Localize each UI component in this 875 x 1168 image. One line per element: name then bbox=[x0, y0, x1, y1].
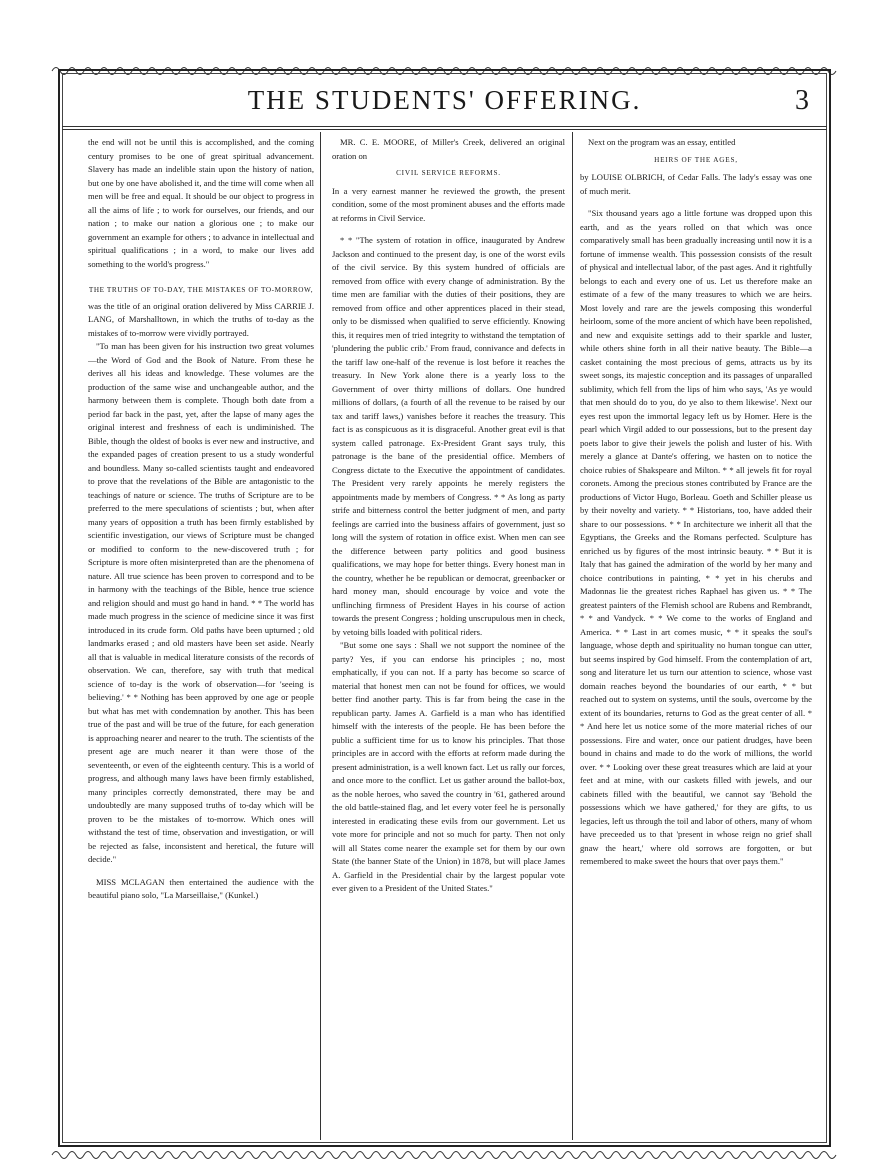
paragraph: * * "The system of rotation in office, inaugurated by Andrew Jackson and continued to the present day, is one of the worst evils of the civil service. By this system hundred of officials are removed from office with every change of administration. By the time men are familiar with the duties of their positions, they are removed from office and other apprentices placed in their stead, only to be dismissed when qualified to serve efficiently. Knowing this, it requires men of tried integrity to withstand the temptation of 'plundering the public crib.' From fraud, connivance and defects in the tariff law one-half of the revenue is lost before it reaches the treasury. In New York alone there is a yearly loss to the Government of over thirty millions of dollars. One hundred millions of dollars, (a fourth of all the revenue to be raised by our tax and tariff laws,) vanishes before it reaches the treasury. This fact is as conspicuous as it is disgraceful. Another great evil is that system called patronage. Ex-President Grant says truly, this patronage is the bane of the presidential office. Members of Congress dictate to the Executive the appointment of candidates. The President very rarely appoints he merely registers the appointments made by members of Congress. * * As long as party strife and bitterness control the better judgment of men, and party feelings are carried into the business affairs of government, just so long will the system of rotation in office exist. When men can see the difference between party politics and good business qualifications, we may hope for better things. Every honest man in the country, whether he be republican or democrat, greenbacker or hard money man, should encourage by voice and vote the unflinching firmness of President Hayes in his course of action towards the present Congress ; holding unscrupulous men in check, by vetoing bills loaded with political riders. bbox=[332, 235, 565, 637]
paragraph: MISS MCLAGAN then entertained the audience with the beautiful piano solo, "La Marseillaise," (Kunkel.) bbox=[88, 876, 314, 900]
column-divider-1 bbox=[320, 132, 321, 1140]
author-name: LOUISE OLBRICH bbox=[591, 172, 663, 182]
paragraph: Next on the program was an essay, entitled bbox=[588, 137, 736, 147]
paragraph: MR. C. E. MOORE, of Miller's Creek, delivered an original oration on bbox=[332, 137, 565, 161]
paragraph: In a very earnest manner he reviewed the growth, the present condition, some of the most prominent abuses and the efforts made at reforms in Civil Service. bbox=[332, 185, 565, 223]
paragraph: was the title of an original oration delivered by Miss CARRIE J. LANG, of Marshalltown, in which the truths of to-day as the mistakes of to-morrow were vividly portrayed. bbox=[88, 300, 314, 338]
paragraph: "To man has been given for his instruction two great volumes—the Word of God and the Book of Nature. From these he derives all his ideas and knowledge. These volumes are the production of the same wise and unchangeable author, and the harmony between them is complete. Though both date from a period far back in the past, yet, after the lapse of many ages the original interest and freshness of each is undiminished. The Bible, though the oldest of books is ever new and instructive, and the expanded pages of creation present to us a study wonderful and boundless. Many so-called scientists taught and endeavored to prove that the revelations of the Bible are antagonistic to the teachings of nature or science. The truths of Scripture are to be preferred to the mere speculations of scientists ; but, when after many years of opposition a truth has been firmly established by scientific investigation, our views of Scripture must be changed or modified to conform to the new-discovered truth ; for Scripture is more often misinterpreted than are the phenomena of nature. All true science has been proven to correspond and to be in harmony with the teachings of the Bible, hence true science and religion should and must go hand in hand. * * The world has made much progress in the science of medicine since it was first introduced in its crude form. Old paths have been upturned ; old landmarks erased ; and old masters have been set aside. Nearly all that is valuable in medical literature consists of the records of observation. We can, therefore, say with truth that medical science of to-day is the work of observation—for 'seeing is believing.' * * Nothing has been approved by one age or people but what has met with condemnation by another. This has been true of the past and will be true of the future, for each generation is approaching nearer and nearer to the truth. The scientists of the present age are much nearer it than were those of the seventeenth, or even of the eighteenth century. This is a world of progress, and although many laws have been firmly established, many principles correctly demonstrated, there may be and undoubtedly are many supposed truths of to-day which will be proven to be the mistakes of to-morrow. Which ones will withstand the test of time, observation and investigation, or will be rejected as false, inconsistent and heretical, the future will decide." bbox=[88, 341, 314, 864]
header-rule-double bbox=[62, 129, 827, 130]
performer-name: MISS MCLAGAN bbox=[96, 876, 165, 887]
page-header bbox=[62, 82, 827, 126]
author-name: CARRIE J. LANG bbox=[88, 300, 314, 324]
author-name: MR. C. E. MOORE bbox=[340, 137, 415, 147]
paragraph: "Six thousand years ago a little fortune was dropped upon this earth, and as the years rolled on that which was once comparatively small has been gradually increasing until now it is a fortune of immense wealth. This possession consists of the result of physical and intellectual labor, of the past ages. And it rightfully belongs to each and every one of us. Let us therefore make an estimate of a few of the many treasures to which we are heirs. Most lovely and rare are the jewels composing this wonderful heirloom, some of the more ancient of which have been repolished, and new and exquisite settings add to their sparkle and luster, while others shine forth in all their native beauty. The Bible—a casket containing the most precious of gems, attracts us by its sweet songs, its majestic conception and its passages of unparalled sublimity, which fell from the lips of him who says, 'As ye would that men should do to you, do ye also to them likewise'. Next our eyes rest upon the immortal legacy left us by Homer. Here is the pearl which Virgil added to our possessions, but to the present day poets labor to give their jewels the polish and luster of his. With merely a glance at Dante's offering, we hasten on to notice the choice rubies of Shakspeare and Milton. * * all jewels fit for royal coronets. Among the precious stones contributed by France are the productions of Victor Hugo, Borleau. Goeth and Schiller please us by their novelty and variety. * * Historians, too, have added their share to our possessions. * * In architecture we inherit all that the Egyptians, the Greeks and the Romans perfected. Sculpture has enriched us by figures of the most intrinsic beauty. * * But it is Italy that has gained the admiration of the world by her many and choice contributions in painting, * * yet in his cherubs and Madonnas lie the greatest riches Raphael has given us. * * The greatest painters of the Flemish school are Rubens and Rembrandt, * * and Vandyck. * * We come to the works of England and America. * * Last in art comes music, * * it speaks the soul's language, whose depth and spirituality no human tongue can utter, but seems inspired by God himself. From the contemplation of art, song and literature let us turn our attention to science, whose vast domain reaches beyond the boundaries of our earth, * * but reached out to system on systems, until the souls, overcome by the extent of its boundaries, returns to God as the great center of all. * * And here let us notice some of the more material riches of our possessions. Fire and water, once our patient drudges, have been bound in chains and made to do the work of millions, the world over. * * Looking over these great treasures which are laid at your feet and at mine, with our caskets filled with jewels, and our cabinets filled with the beautiful, we cannot say 'Behold the possessions which we have gathered,' for they are gifts, to us legacies, left us through the toil and labor of others, many of whom have preceeded us to that 'present in whose reign no grief shall gnaw the heart,' where old sorrows are forgotten, or but remembered to make sweet the hours that over pays them." bbox=[580, 208, 812, 866]
paragraph: "But some one says : Shall we not support the nominee of the party? Yes, if you can endorse his principles ; no, most emphatically, if you can not. If a party has become so scarce of material that honest men can not be found for offices, we would better find another party. This is far from being the case in the republican party. James A. Garfield is a man who has identified himself with the interests of the people. He has been before the public a sufficient time for us to know his principles. That those principles are in accord with the efforts at reform made during the present administration, is a well known fact. Let us rally our forces, and once more to the conflict. Let us gather around the ballot-box, as the noble heroes, who saved the country in '61, gathered around the old battle-stained flag, and let every voter feel he is personally interested in eradicating these evils from our government. Let us vote more for principle and not so much for party. Then not only will all States come nearer the example set for them by our own State (the banner State of the Union) in 1878, but will place James A. Garfield in the Presidential chair by the largest popular vote ever given to a President of the United States." bbox=[332, 640, 565, 893]
column-divider-2 bbox=[572, 132, 573, 1140]
paragraph: by LOUISE OLBRICH, of Cedar Falls. The lady's essay was one of much merit. bbox=[580, 172, 812, 196]
page-title: THE STUDENTS' OFFERING. bbox=[247, 85, 642, 115]
column-1 bbox=[88, 136, 314, 1136]
column-2 bbox=[332, 136, 565, 1136]
section-heading: HEIRS OF THE AGES, bbox=[654, 155, 738, 164]
paragraph: the end will not be until this is accomplished, and the coming century promises to be one of great spiritual advancement. Slavery has made an indelible stain upon the history of nation, but one by one have abolished it, and the time will come when all men will be free and equal. It should be our object to progress in all the aims of life ; to work for ourselves, our friends, and our nation ; to make our nation a glorious one ; to make our government an example for others ; to advance in intellectual and spiritual qualifications ; in a word, to make our lives add something to the world's progress." bbox=[88, 137, 314, 269]
bottom-wavy-border bbox=[0, 1146, 875, 1164]
section-heading: THE TRUTHS OF TO-DAY, THE MISTAKES OF TO-MORROW, bbox=[88, 286, 314, 294]
column-3 bbox=[580, 136, 812, 1136]
page-number: 3 bbox=[795, 85, 809, 116]
section-heading: CIVIL SERVICE REFORMS. bbox=[396, 169, 501, 177]
header-rule bbox=[62, 126, 827, 127]
